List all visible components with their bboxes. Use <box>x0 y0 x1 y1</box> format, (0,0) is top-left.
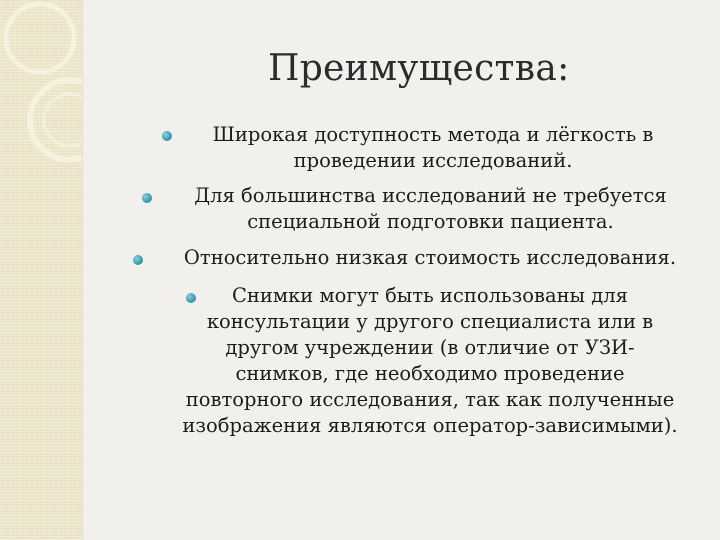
bullet-text: Относительно низкая стоимость исследования. <box>183 246 677 269</box>
list-item <box>158 183 703 235</box>
bullet-icon <box>162 131 172 141</box>
bullet-text: Для большинства исследований не требуется специальной подготовки пациента. <box>194 184 667 233</box>
bullet-text: Снимки могут быть использованы для консультации у другого специалиста или в другом учреждении (в отличие от УЗИ- снимков, где необходимо проведение повторного исследования, так как полученные изображения являются оператор-зависимыми). <box>182 284 678 437</box>
bullet-icon <box>142 193 152 203</box>
bullet-icon <box>186 293 196 303</box>
bullet-text: Широкая доступность метода и лёгкость в проведении исследований. <box>212 123 654 172</box>
slide-title: Преимущества: <box>268 48 570 89</box>
list-item <box>150 283 710 439</box>
bullet-icon <box>133 255 143 265</box>
list-item <box>150 245 710 271</box>
list-item <box>178 122 688 174</box>
